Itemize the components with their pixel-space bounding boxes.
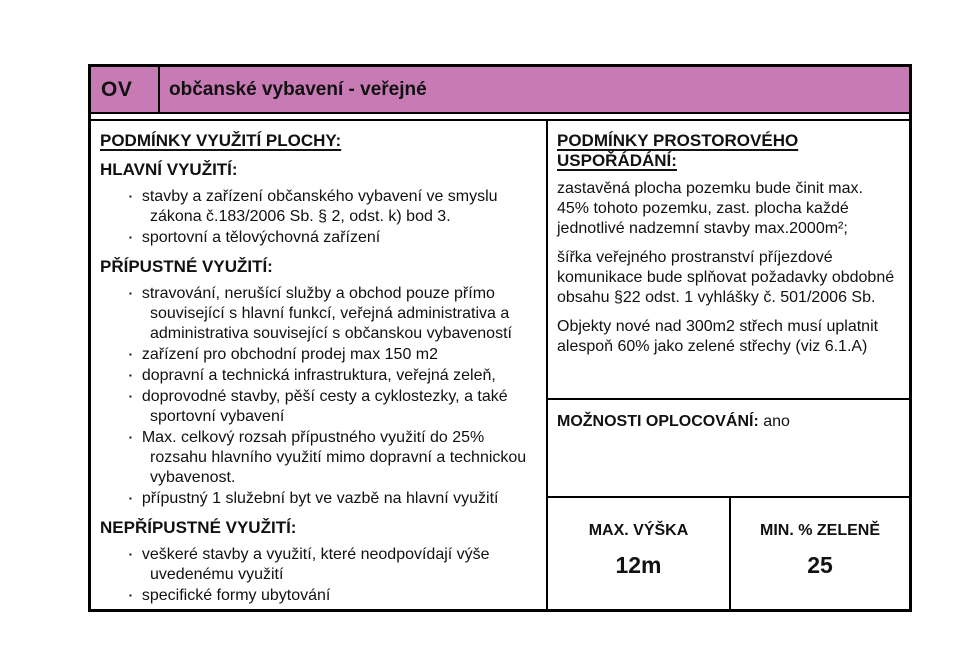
- paragraph: Objekty nové nad 300m2 střech musí uplatnit alespoň 60% jako zelené střechy (viz 6.1.A): [557, 318, 879, 355]
- list-item: ▪ dopravní a technická infrastruktura, veřejná zeleň,: [98, 366, 532, 386]
- usage-conditions-panel: [91, 121, 546, 609]
- main-usage-list: [98, 187, 532, 248]
- list-item: ▪ přípustný 1 služební byt ve vazbě na hlavní využití: [98, 489, 532, 509]
- permissible-usage-list: [98, 284, 532, 509]
- paragraph: šířka veřejného prostranství příjezdové komunikace bude splňovat požadavky obdobné obsahu §22 odst. 1 vyhlášky č. 501/2006 Sb.: [557, 249, 895, 306]
- table-header-row: [91, 67, 909, 114]
- fencing-options-line: [557, 413, 899, 431]
- fencing-options-label: MOŽNOSTI OPLOCOVÁNÍ:: [557, 413, 759, 430]
- list-item: ▪ zařízení pro obchodní prodej max 150 m2: [98, 345, 532, 365]
- list-item: ▪ specifické formy ubytování: [98, 586, 532, 606]
- header-divider-gap: [91, 114, 909, 121]
- impermissible-usage-heading: NEPŘÍPUSTNÉ VYUŽITÍ:: [100, 518, 297, 537]
- spatial-arrangement-title: PODMÍNKY PROSTOROVÉHO USPOŘÁDÁNÍ:: [557, 131, 799, 170]
- metrics-row: [548, 498, 909, 609]
- max-height-label: MAX. VÝŠKA: [588, 522, 689, 539]
- zoning-regulation-table: [88, 64, 912, 612]
- min-green-cell: [731, 498, 909, 609]
- spatial-arrangement-panel: [546, 121, 909, 609]
- list-item: ▪ sportovní a tělovýchovná zařízení: [98, 228, 532, 248]
- max-height-value: 12m: [615, 552, 662, 578]
- list-item: ▪ stravování, nerušící služby a obchod pouze přímo související s hlavní funkcí, veřejná administrativa a administrativa související s občanskou vybaveností: [98, 284, 532, 344]
- min-green-value: 25: [807, 552, 833, 578]
- fencing-options-value: ano: [763, 413, 790, 430]
- list-item: ▪ stavby a zařízení občanského vybavení ve smyslu zákona č.183/2006 Sb. § 2, odst. k) bod 3.: [98, 187, 532, 227]
- main-usage-heading: HLAVNÍ VYUŽITÍ:: [100, 160, 238, 179]
- list-item: ▪ veškeré stavby a využití, které neodpovídají výše uvedenému využití: [98, 545, 532, 585]
- zone-code: OV: [91, 67, 160, 112]
- usage-conditions-title: PODMÍNKY VYUŽITÍ PLOCHY:: [100, 131, 342, 150]
- permissible-usage-heading: PŘÍPUSTNÉ VYUŽITÍ:: [100, 257, 273, 276]
- table-body: [91, 121, 909, 609]
- list-item: ▪ Max. celkový rozsah přípustného využití do 25% rozsahu hlavního využití mimo dopravní a technickou vybavenost.: [98, 428, 532, 488]
- max-height-cell: [548, 498, 731, 609]
- paragraph: zastavěná plocha pozemku bude činit max. 45% tohoto pozemku, zast. plocha každé jednotlivé nadzemní stavby max.2000m²;: [557, 180, 863, 237]
- zone-title: občanské vybavení - veřejné: [169, 78, 427, 100]
- spatial-arrangement-section: [548, 121, 909, 400]
- min-green-label: MIN. % ZELENĚ: [759, 522, 880, 539]
- fencing-options-section: [548, 400, 909, 498]
- list-item: ▪ doprovodné stavby, pěší cesty a cyklostezky, a také sportovní vybavení: [98, 387, 532, 427]
- impermissible-usage-list: [98, 545, 532, 606]
